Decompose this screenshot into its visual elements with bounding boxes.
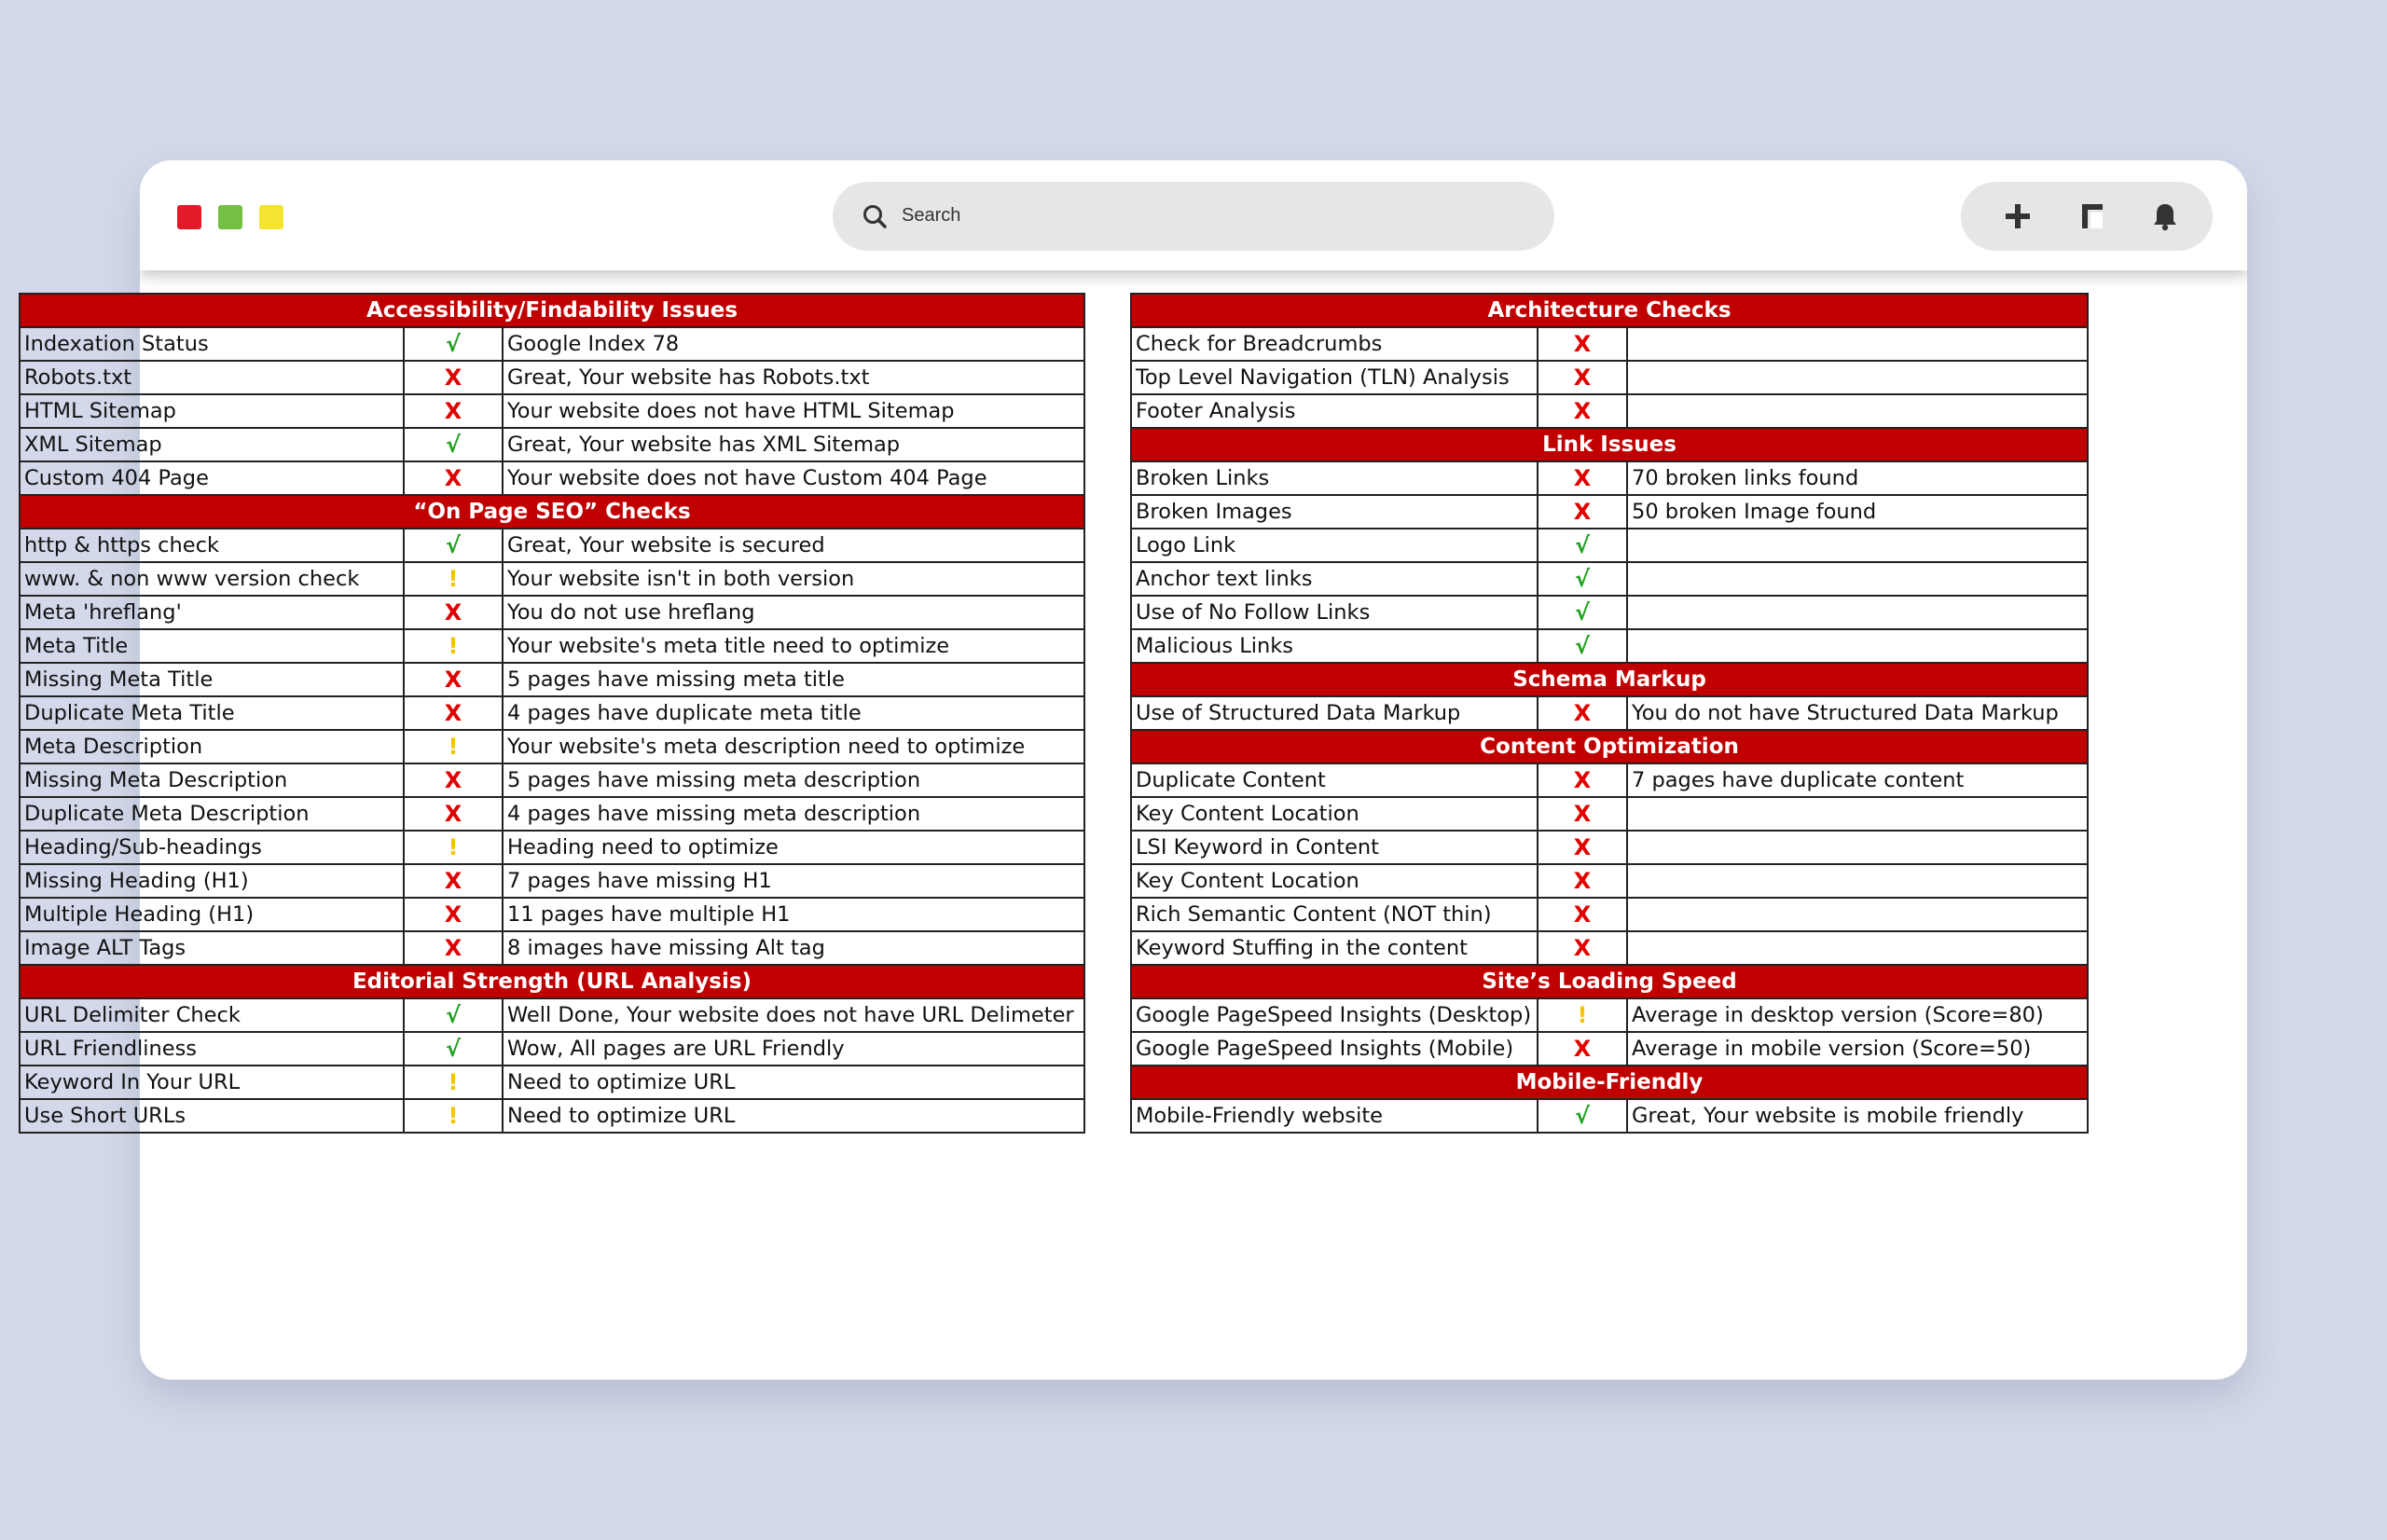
table-row xyxy=(20,428,1084,461)
check-item: Anchor text links xyxy=(1131,562,1538,596)
check-note: Google Index 78 xyxy=(503,327,1084,361)
maximize-window-button[interactable] xyxy=(218,205,242,229)
status-warn-icon: ! xyxy=(1538,998,1627,1032)
table-row xyxy=(1131,931,2088,965)
status-check-icon: √ xyxy=(1538,596,1627,629)
check-item: Multiple Heading (H1) xyxy=(20,898,404,931)
check-item: Use Short URLs xyxy=(20,1099,404,1133)
status-cross-icon: X xyxy=(1538,696,1627,730)
check-note: 5 pages have missing meta title xyxy=(503,663,1084,696)
table-row xyxy=(20,394,1084,428)
check-note xyxy=(1627,629,2088,663)
section-title: Architecture Checks xyxy=(1131,294,2088,327)
table-body-right xyxy=(1131,294,2088,1133)
check-item: URL Friendliness xyxy=(20,1032,404,1066)
table-row xyxy=(1131,461,2088,495)
table-row xyxy=(1131,998,2088,1032)
check-item: Broken Images xyxy=(1131,495,1538,529)
check-note xyxy=(1627,529,2088,562)
check-note: You do not use hreflang xyxy=(503,596,1084,629)
table-row xyxy=(20,529,1084,562)
table-row xyxy=(1131,864,2088,898)
status-check-icon: √ xyxy=(1538,629,1627,663)
section-header xyxy=(1131,663,2088,696)
table-row xyxy=(1131,831,2088,864)
table-row xyxy=(20,663,1084,696)
status-warn-icon: ! xyxy=(404,730,503,763)
section-header xyxy=(1131,965,2088,998)
table-row xyxy=(1131,763,2088,797)
table-row xyxy=(20,696,1084,730)
search-icon xyxy=(861,202,889,230)
check-note: Need to optimize URL xyxy=(503,1099,1084,1133)
table-row xyxy=(20,327,1084,361)
seo-audit-table-left xyxy=(19,293,1085,1134)
status-check-icon: √ xyxy=(404,1032,503,1066)
check-note: Average in mobile version (Score=50) xyxy=(1627,1032,2088,1066)
table-row xyxy=(1131,629,2088,663)
check-item: URL Delimiter Check xyxy=(20,998,404,1032)
section-title: Schema Markup xyxy=(1131,663,2088,696)
table-row xyxy=(20,831,1084,864)
check-item: Indexation Status xyxy=(20,327,404,361)
check-item: Custom 404 Page xyxy=(20,461,404,495)
status-warn-icon: ! xyxy=(404,629,503,663)
check-item: Key Content Location xyxy=(1131,864,1538,898)
section-header xyxy=(1131,730,2088,763)
section-title: Editorial Strength (URL Analysis) xyxy=(20,965,1084,998)
check-note: 50 broken Image found xyxy=(1627,495,2088,529)
check-item: Use of Structured Data Markup xyxy=(1131,696,1538,730)
check-note xyxy=(1627,327,2088,361)
section-title: Accessibility/Findability Issues xyxy=(20,294,1084,327)
table-row xyxy=(20,730,1084,763)
check-note xyxy=(1627,562,2088,596)
check-item: Keyword Stuffing in the content xyxy=(1131,931,1538,965)
section-header xyxy=(20,965,1084,998)
check-item: Top Level Navigation (TLN) Analysis xyxy=(1131,361,1538,394)
check-item: Duplicate Content xyxy=(1131,763,1538,797)
check-item: Heading/Sub-headings xyxy=(20,831,404,864)
check-item: Missing Heading (H1) xyxy=(20,864,404,898)
section-title: Site’s Loading Speed xyxy=(1131,965,2088,998)
check-item: Rich Semantic Content (NOT thin) xyxy=(1131,898,1538,931)
status-cross-icon: X xyxy=(404,797,503,831)
table-row xyxy=(20,629,1084,663)
status-cross-icon: X xyxy=(1538,361,1627,394)
search-placeholder: Search xyxy=(902,205,961,226)
status-warn-icon: ! xyxy=(404,562,503,596)
table-row xyxy=(1131,898,2088,931)
table-row xyxy=(20,864,1084,898)
status-cross-icon: X xyxy=(404,763,503,797)
check-note: Great, Your website has XML Sitemap xyxy=(503,428,1084,461)
tab-icon[interactable] xyxy=(2075,199,2110,234)
table-row xyxy=(20,1066,1084,1099)
check-note: Your website's meta title need to optimize xyxy=(503,629,1084,663)
table-row xyxy=(1131,797,2088,831)
status-cross-icon: X xyxy=(404,864,503,898)
check-note: 4 pages have duplicate meta title xyxy=(503,696,1084,730)
status-cross-icon: X xyxy=(1538,898,1627,931)
check-note xyxy=(1627,864,2088,898)
table-body-left xyxy=(20,294,1084,1133)
check-note: Heading need to optimize xyxy=(503,831,1084,864)
check-item: Keyword In Your URL xyxy=(20,1066,404,1099)
status-cross-icon: X xyxy=(1538,831,1627,864)
status-cross-icon: X xyxy=(1538,864,1627,898)
check-item: Broken Links xyxy=(1131,461,1538,495)
check-note: You do not have Structured Data Markup xyxy=(1627,696,2088,730)
check-item: Missing Meta Title xyxy=(20,663,404,696)
section-header xyxy=(1131,294,2088,327)
plus-icon[interactable] xyxy=(2000,199,2035,234)
status-cross-icon: X xyxy=(1538,394,1627,428)
table-row xyxy=(1131,495,2088,529)
table-row xyxy=(1131,1099,2088,1133)
status-cross-icon: X xyxy=(1538,763,1627,797)
check-item: HTML Sitemap xyxy=(20,394,404,428)
status-check-icon: √ xyxy=(404,998,503,1032)
check-item: Duplicate Meta Title xyxy=(20,696,404,730)
check-note xyxy=(1627,797,2088,831)
check-note xyxy=(1627,831,2088,864)
status-cross-icon: X xyxy=(404,361,503,394)
check-item: Google PageSpeed Insights (Desktop) xyxy=(1131,998,1538,1032)
check-item: Key Content Location xyxy=(1131,797,1538,831)
table-row xyxy=(1131,562,2088,596)
check-note: 7 pages have duplicate content xyxy=(1627,763,2088,797)
status-cross-icon: X xyxy=(404,394,503,428)
check-note: Great, Your website is secured xyxy=(503,529,1084,562)
check-note xyxy=(1627,596,2088,629)
section-title: Link Issues xyxy=(1131,428,2088,461)
check-item: Meta Description xyxy=(20,730,404,763)
check-item: http & https check xyxy=(20,529,404,562)
table-row xyxy=(20,461,1084,495)
check-note: Your website does not have Custom 404 Page xyxy=(503,461,1084,495)
check-item: Google PageSpeed Insights (Mobile) xyxy=(1131,1032,1538,1066)
check-note: 70 broken links found xyxy=(1627,461,2088,495)
bell-icon[interactable] xyxy=(2147,199,2183,234)
status-check-icon: √ xyxy=(1538,562,1627,596)
check-item: Check for Breadcrumbs xyxy=(1131,327,1538,361)
check-note: 8 images have missing Alt tag xyxy=(503,931,1084,965)
browser-toolbar xyxy=(140,160,2247,270)
status-cross-icon: X xyxy=(1538,1032,1627,1066)
table-row xyxy=(20,797,1084,831)
status-warn-icon: ! xyxy=(404,1066,503,1099)
status-cross-icon: X xyxy=(404,898,503,931)
check-note: Average in desktop version (Score=80) xyxy=(1627,998,2088,1032)
table-row xyxy=(1131,361,2088,394)
table-row xyxy=(20,998,1084,1032)
status-check-icon: √ xyxy=(1538,529,1627,562)
status-check-icon: √ xyxy=(404,529,503,562)
table-row xyxy=(20,361,1084,394)
section-title: Content Optimization xyxy=(1131,730,2088,763)
close-window-button[interactable] xyxy=(177,205,201,229)
table-row xyxy=(20,763,1084,797)
minimize-window-button[interactable] xyxy=(259,205,283,229)
check-note xyxy=(1627,931,2088,965)
check-note: 5 pages have missing meta description xyxy=(503,763,1084,797)
section-title: Mobile-Friendly xyxy=(1131,1066,2088,1099)
table-row xyxy=(1131,327,2088,361)
check-item: Mobile-Friendly website xyxy=(1131,1099,1538,1133)
check-note: Need to optimize URL xyxy=(503,1066,1084,1099)
status-cross-icon: X xyxy=(404,931,503,965)
status-cross-icon: X xyxy=(1538,461,1627,495)
status-cross-icon: X xyxy=(404,461,503,495)
check-item: Footer Analysis xyxy=(1131,394,1538,428)
check-item: Meta Title xyxy=(20,629,404,663)
check-note: Wow, All pages are URL Friendly xyxy=(503,1032,1084,1066)
table-row xyxy=(20,1032,1084,1066)
table-row xyxy=(20,898,1084,931)
toolbar-actions xyxy=(1961,182,2213,251)
check-note xyxy=(1627,898,2088,931)
check-item: Logo Link xyxy=(1131,529,1538,562)
section-header xyxy=(1131,1066,2088,1099)
status-cross-icon: X xyxy=(1538,931,1627,965)
status-cross-icon: X xyxy=(404,663,503,696)
check-note xyxy=(1627,394,2088,428)
check-item: Missing Meta Description xyxy=(20,763,404,797)
status-check-icon: √ xyxy=(1538,1099,1627,1133)
check-note: Your website's meta description need to optimize xyxy=(503,730,1084,763)
table-row xyxy=(20,562,1084,596)
status-cross-icon: X xyxy=(404,596,503,629)
table-row xyxy=(20,596,1084,629)
table-row xyxy=(1131,696,2088,730)
check-note: Well Done, Your website does not have URL Delimeter xyxy=(503,998,1084,1032)
section-header xyxy=(20,495,1084,529)
check-item: www. & non www version check xyxy=(20,562,404,596)
status-warn-icon: ! xyxy=(404,1099,503,1133)
check-item: Meta 'hreflang' xyxy=(20,596,404,629)
check-item: XML Sitemap xyxy=(20,428,404,461)
check-item: Malicious Links xyxy=(1131,629,1538,663)
check-note: Great, Your website is mobile friendly xyxy=(1627,1099,2088,1133)
section-header xyxy=(20,294,1084,327)
section-header xyxy=(1131,428,2088,461)
table-row xyxy=(20,1099,1084,1133)
check-note: 11 pages have multiple H1 xyxy=(503,898,1084,931)
status-cross-icon: X xyxy=(1538,495,1627,529)
check-item: LSI Keyword in Content xyxy=(1131,831,1538,864)
check-item: Duplicate Meta Description xyxy=(20,797,404,831)
table-row xyxy=(20,931,1084,965)
check-note: Your website does not have HTML Sitemap xyxy=(503,394,1084,428)
status-cross-icon: X xyxy=(1538,797,1627,831)
status-cross-icon: X xyxy=(404,696,503,730)
status-cross-icon: X xyxy=(1538,327,1627,361)
check-item: Use of No Follow Links xyxy=(1131,596,1538,629)
check-note: Great, Your website has Robots.txt xyxy=(503,361,1084,394)
table-row xyxy=(1131,394,2088,428)
table-row xyxy=(1131,1032,2088,1066)
table-row xyxy=(1131,596,2088,629)
search-bar[interactable] xyxy=(833,182,1554,251)
seo-audit-table-right xyxy=(1130,293,2089,1134)
check-note: 7 pages have missing H1 xyxy=(503,864,1084,898)
table-row xyxy=(1131,529,2088,562)
check-note: 4 pages have missing meta description xyxy=(503,797,1084,831)
status-warn-icon: ! xyxy=(404,831,503,864)
check-note xyxy=(1627,361,2088,394)
check-item: Robots.txt xyxy=(20,361,404,394)
check-item: Image ALT Tags xyxy=(20,931,404,965)
section-title: “On Page SEO” Checks xyxy=(20,495,1084,529)
status-check-icon: √ xyxy=(404,327,503,361)
check-note: Your website isn't in both version xyxy=(503,562,1084,596)
status-check-icon: √ xyxy=(404,428,503,461)
